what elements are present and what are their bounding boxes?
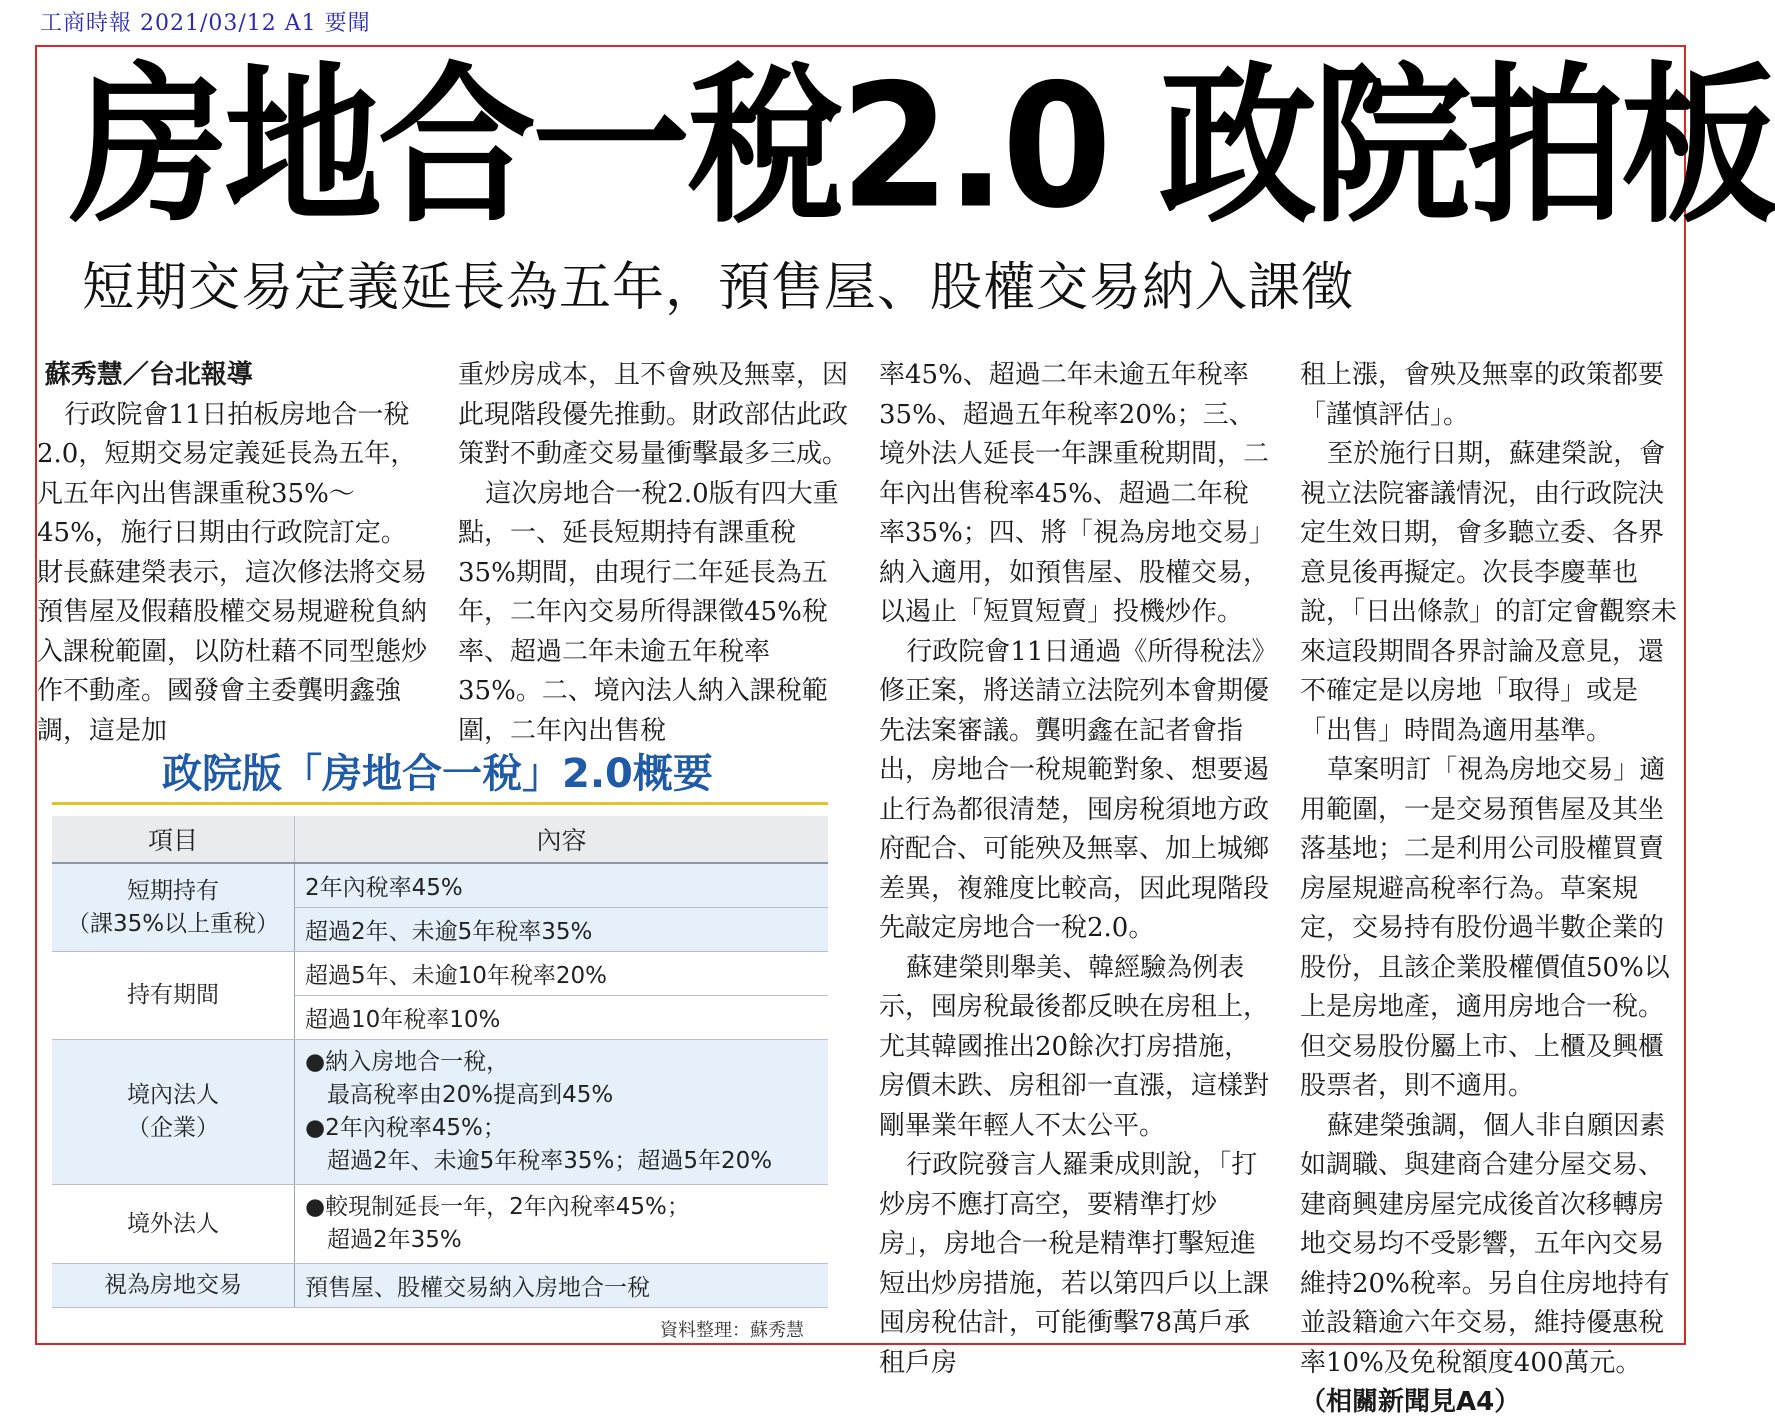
paragraph: 率45%、超過二年未逾五年稅率35%、超過五年稅率20%；三、境外法人延長一年課重稅期間，二年內出售稅率45%、超過二年稅率35%；四、將「視為房地交易」納入適用，如預售屋、股權交易，以遏止「短買短賣」投機炒作。 — [879, 360, 1270, 627]
source-line: 工商時報 2021/03/12 A1 要聞 — [40, 11, 371, 36]
bullet-line: 最高稅率由20%提高到45% — [327, 1082, 614, 1108]
table-row — [52, 1264, 828, 1308]
table-row — [52, 863, 828, 908]
table-cell — [295, 1040, 829, 1185]
paragraph: 租上漲，會殃及無辜的政策都要「謹慎評估」。 — [1300, 360, 1665, 430]
table-title-rule — [52, 802, 828, 805]
row-label-line: 境內法人 — [127, 1082, 219, 1108]
related-news-ref: （相關新聞見A4） — [1300, 1387, 1521, 1417]
subheadline: 短期交易定義延長為五年，預售屋、股權交易納入課徵 — [82, 258, 1355, 318]
bullet-line: ●較現制延長一年，2年內稅率45%； — [305, 1194, 690, 1220]
table-cell: 超過10年稅率10% — [295, 996, 829, 1040]
table-row — [52, 1040, 828, 1185]
table-cell: 預售屋、股權交易納入房地合一稅 — [295, 1264, 829, 1308]
table-header-row — [52, 816, 828, 863]
paragraph-text: 蘇建榮強調，個人非自願因素如調職、與建商合建分屋交易、建商興建房屋完成後首次移轉房地交易均不受影響，五年內交易維持20%稅率。另自住房地持有並設籍逾六年交易，維持優惠稅率10%及免稅額度400萬元。 — [1300, 1110, 1670, 1378]
paragraph — [1300, 1107, 1685, 1423]
table-cell: 超過5年、未逾10年稅率20% — [295, 952, 829, 996]
byline: 蘇秀慧／台北報導 — [44, 360, 253, 390]
paragraph: 行政院會11日通過《所得稅法》修正案，將送請立法院列本會期優先法案審議。龔明鑫在記者會指出，房地合一稅規範對象、想要遏止行為都很清楚，囤房稅須地方政府配合、可能殃及無辜、加上城鄉差異，複雜度比較高，因此現階段先敲定房地合一稅2.0。 — [879, 636, 1270, 943]
headline: 房地合一稅2.0 政院拍板 — [70, 47, 1775, 247]
table-title: 政院版「房地合一稅」2.0概要 — [162, 751, 713, 797]
header-content: 內容 — [295, 816, 829, 863]
row-label-domestic — [52, 1040, 295, 1185]
table-cell: 超過2年、未逾5年稅率35% — [295, 908, 829, 952]
table-row — [52, 1185, 828, 1264]
paragraph: 這次房地合一稅2.0版有四大重點，一、延長短期持有課重稅35%期間，由現行二年延長為五年，二年內交易所得課徵45%稅率、超過二年未逾五年稅率35%。二、境內法人納入課稅範圍，二年內出售稅 — [458, 478, 839, 746]
bullet-line: 超過2年、未逾5年稅率35%；超過5年20% — [327, 1148, 773, 1174]
table-credit: 資料整理：蘇秀慧 — [660, 1320, 804, 1341]
paragraph: 重炒房成本，且不會殃及無辜，因此現階段優先推動。財政部估此政策對不動產交易量衝擊最多三成。 — [458, 360, 849, 469]
bullet-line: ●納入房地合一稅， — [305, 1049, 510, 1075]
summary-table — [52, 816, 828, 1308]
row-label-foreign: 境外法人 — [52, 1185, 295, 1264]
paragraph: 行政院會11日拍板房地合一稅2.0，短期交易定義延長為五年，凡五年內出售課重稅35%～45%，施行日期由行政院訂定。財長蘇建榮表示，這次修法將交易預售屋及假藉股權交易規避稅負納入課稅範圍，以防杜藉不同型態炒作不動產。國發會主委龔明鑫強調，這是加 — [37, 399, 428, 746]
article-column-4 — [1300, 356, 1685, 1417]
paragraph: 至於施行日期，蘇建榮說，會視立法院審議情況，由行政院決定生效日期，會多聽立委、各界意見後再擬定。次長李慶華也說，「日出條款」的訂定會觀察未來這段期間各界討論及意見，還不確定是以房地「取得」或是「出售」時間為適用基準。 — [1300, 439, 1678, 746]
table-row — [52, 952, 828, 996]
row-label-deemed: 視為房地交易 — [52, 1264, 295, 1308]
table-cell — [295, 1185, 829, 1264]
header-item: 項目 — [52, 816, 295, 863]
row-label-holding: 持有期間 — [52, 952, 295, 1040]
table-cell: 2年內稅率45% — [295, 863, 829, 908]
row-label-line: 短期持有 — [127, 877, 219, 904]
article-column-1 — [37, 356, 428, 746]
article-column-2 — [458, 356, 849, 746]
row-label-short-term — [52, 863, 295, 952]
article-column-3 — [879, 356, 1270, 1378]
bullet-line: 超過2年35% — [327, 1227, 462, 1253]
paragraph: 草案明訂「視為房地交易」適用範圍，一是交易預售屋及其坐落基地；二是利用公司股權買賣房屋規避高稅率行為。草案規定，交易持有股份過半數企業的股份，且該企業股權價值50%以上是房地產，適用房地合一稅。但交易股份屬上市、上櫃及興櫃股票者，則不適用。 — [1300, 755, 1670, 1101]
row-label-line: （課35%以上重稅） — [66, 910, 280, 937]
bullet-line: ●2年內稅率45%； — [305, 1115, 506, 1141]
paragraph: 蘇建榮則舉美、韓經驗為例表示，囤房稅最後都反映在房租上，尤其韓國推出20餘次打房措施，房價未跌、房租卻一直漲，這樣對剛畢業年輕人不太公平。 — [879, 952, 1270, 1141]
paragraph: 行政院發言人羅秉成則說，「打炒房不應打高空，要精準打炒房」，房地合一稅是精準打擊短進短出炒房措施，若以第四戶以上課囤房稅估計，可能衝擊78萬戶承租戶房 — [879, 1150, 1270, 1378]
row-label-line: （企業） — [127, 1115, 219, 1141]
